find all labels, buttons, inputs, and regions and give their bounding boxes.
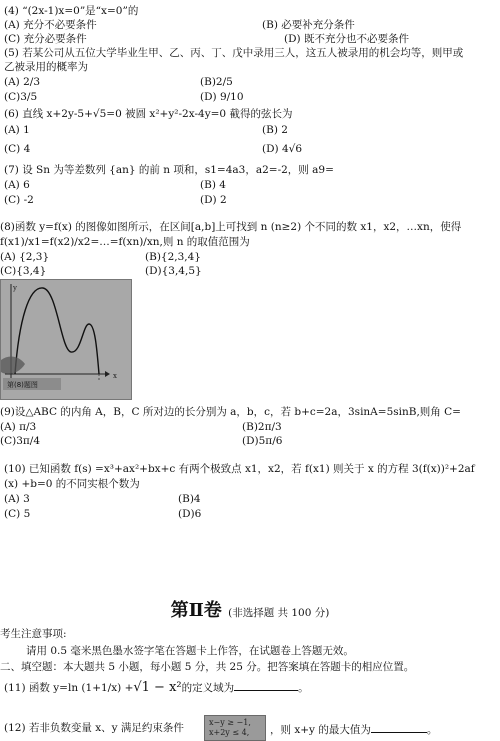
notice-body: 请用 0.5 毫米黑色墨水签字笔在答题卡上作答，在试题卷上答题无效。 [26, 645, 354, 657]
q8-stem-line1: (8)函数 y=f(x) 的图像如图所示，在区间[a,b]上可找到 n (n≥2) 个不同的数 x1，x2，…xn，使得 [0, 221, 462, 233]
q4-option-d: (D) 既不充分也不必要条件 [284, 33, 409, 45]
q10-stem-line1: (10) 已知函数 f(s) =x³+ax²+bx+c 有两个极致点 x1，x2，若 f(x1) 则关于 x 的方程 3(f(x))²+2af [4, 463, 475, 475]
section-heading: 二、填空题：本大题共 5 小题，每小题 5 分，共 25 分。把答案填在答题卡的相应位置。 [0, 661, 415, 673]
q6-stem: (6) 直线 x+2y-5+√5=0 被圆 x²+y²-2x-4y=0 截得的弦长为 [4, 108, 293, 120]
q5-option-d: (D) 9/10 [200, 91, 244, 103]
q7-option-d: (D) 2 [200, 194, 227, 206]
axis-label-y: y [13, 284, 17, 292]
scan-artifact [1, 357, 25, 374]
q4-option-c: (C) 充分必要条件 [4, 33, 87, 45]
q12-answer-blank [371, 722, 427, 733]
q12-suffix: ，则 x+y 的最大值为 [270, 724, 371, 736]
part2-title: 第Ⅱ卷 [170, 600, 222, 621]
q8-option-b: (B){2,3,4} [145, 251, 201, 263]
q8-option-c: (C){3,4} [0, 265, 47, 277]
figure-caption: 第(8)题图 [7, 381, 38, 389]
q10-option-b: (B)4 [178, 493, 201, 505]
q11-answer-blank [234, 680, 298, 691]
q9-option-b: (B)2π/3 [242, 421, 282, 433]
q5-option-a: (A) 2/3 [4, 76, 41, 88]
function-curve [15, 288, 99, 374]
q4-option-a: (A) 充分不必要条件 [4, 19, 97, 31]
q10-option-c: (C) 5 [4, 508, 31, 520]
q12-end: 。 [426, 724, 438, 736]
q8-function-graph [0, 279, 132, 400]
q12-constraint-system [204, 715, 266, 741]
q5-option-c: (C)3/5 [4, 91, 38, 103]
part2-heading [0, 596, 500, 622]
function-graph-svg [1, 280, 131, 399]
q9-option-d: (D)5π/6 [242, 435, 283, 447]
x-axis-arrow [105, 371, 110, 377]
q10-stem-line2: (x) +b=0 的不同实根个数为 [4, 478, 140, 490]
q6-option-b: (B) 2 [262, 124, 288, 136]
q12-constraint-2: x+2y ≤ 4, [209, 728, 250, 737]
q6-option-d: (D) 4√6 [262, 143, 303, 155]
q9-option-c: (C)3π/4 [0, 435, 41, 447]
q10-option-a: (A) 3 [4, 493, 30, 505]
q12-constraint-1: x−y ≥ −1, [209, 718, 251, 727]
q6-option-c: (C) 4 [4, 143, 31, 155]
q8-option-d: (D){3,4,5} [145, 265, 202, 277]
part2-subtitle: (非选择题 共 100 分) [228, 607, 330, 619]
q5-stem-line1: (5) 若某公司从五位大学毕业生甲、乙、丙、丁、戊中录用三人，这五人被录用的机会均等，则甲或 [4, 47, 464, 59]
q7-stem: (7) 设 Sn 为等差数列 {an} 的前 n 项和，s1=4a3，a2=-2，则 a9= [4, 164, 334, 176]
q11-radical: √1 − x² [133, 680, 182, 695]
q12-tail [270, 722, 437, 736]
q11-end: 。 [298, 682, 309, 694]
q6-option-a: (A) 1 [4, 124, 30, 136]
q10-option-d: (D)6 [178, 508, 202, 520]
q5-stem-line2: 乙被录用的概率为 [4, 61, 88, 73]
q8-stem-line2: f(x1)/x1=f(x2)/x2=…=f(xn)/xn,则 n 的取值范围为 [0, 236, 250, 248]
q12-prefix: (12) 若非负数变量 x、y 满足约束条件 [4, 722, 184, 734]
q7-option-a: (A) 6 [4, 179, 30, 191]
q4-stem: (4) “(2x-1)x=0”是“x=0”的 [4, 5, 139, 17]
q9-stem: (9)设△ABC 的内角 A，B，C 所对边的长分别为 a，b，c，若 b+c=2a，3sinA=5sinB,则角 C= [0, 406, 461, 418]
q9-option-a: (A) π/3 [0, 421, 37, 433]
notice-title: 考生注意事项: [0, 628, 67, 640]
q4-option-b: (B) 必要补充分条件 [262, 19, 355, 31]
q11 [4, 680, 309, 694]
q11-suffix: 的定义域为 [181, 682, 235, 694]
q8-option-a: (A) {2,3} [0, 251, 50, 263]
q7-option-b: (B) 4 [200, 179, 226, 191]
axis-label-x: x [113, 372, 117, 380]
q11-prefix: (11) 函数 y=ln (1+1/x) + [4, 682, 134, 694]
q7-option-c: (C) -2 [4, 194, 34, 206]
q5-option-b: (B)2/5 [200, 76, 233, 88]
